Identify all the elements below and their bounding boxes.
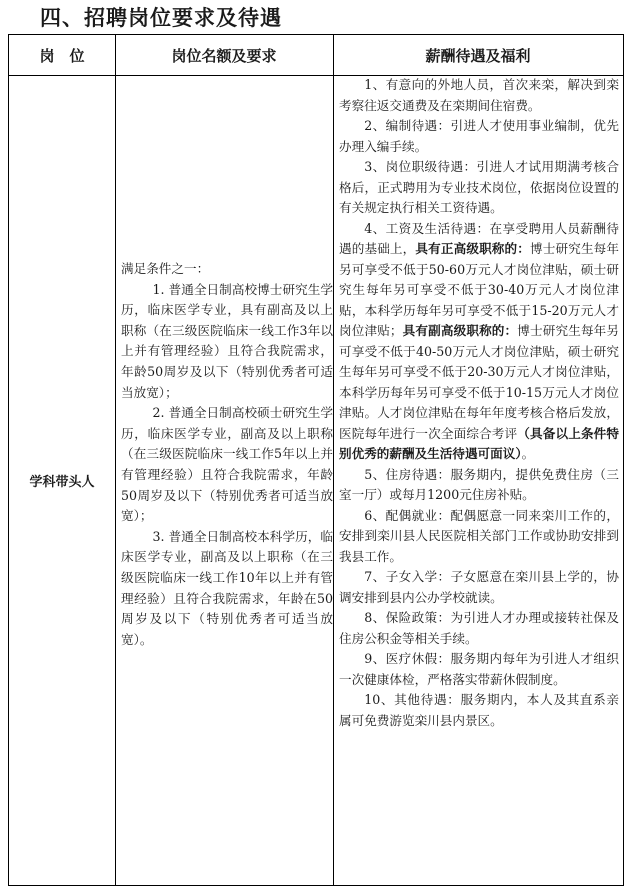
benefit-item: 2、编制待遇：引进人才使用事业编制，优先办理入编手续。 bbox=[339, 118, 619, 154]
header-benefits: 薪酬待遇及福利 bbox=[425, 46, 531, 65]
header-requirements: 岗位名额及要求 bbox=[171, 46, 277, 65]
benefit-item: 5、住房待遇：服务期内，提供免费住房（三室一厅）或每月1200元住房补贴。 bbox=[339, 466, 619, 502]
column-divider bbox=[115, 35, 116, 885]
header-position: 岗 位 bbox=[39, 46, 85, 65]
requirement-item: 3. 普通全日制高校本科学历，临床医学专业，副高及以上职称（在三级医院临床一线工作10年以上并有管理经验）且符合我院需求，年龄在50周岁及以下（特别优秀者可适当放宽）。 bbox=[121, 528, 333, 647]
column-divider bbox=[333, 35, 334, 885]
requirements-cell bbox=[121, 259, 333, 650]
position-name: 学科带头人 bbox=[29, 475, 95, 490]
salary-bold-note: （具备以上条件特别优秀的薪酬及生活待遇可面议） bbox=[339, 425, 620, 461]
benefit-item: 7、子女入学：子女愿意在栾川县上学的，协调安排到县内公办学校就读。 bbox=[339, 569, 619, 605]
benefit-item-salary bbox=[339, 219, 619, 465]
benefits-cell bbox=[339, 75, 619, 731]
benefit-item: 10、其他待遇：服务期内，本人及其直系亲属可免费游览栾川县内景区。 bbox=[339, 692, 619, 728]
requirement-item: 1. 普通全日制高校博士研究生学历，临床医学专业，具有副高及以上职称（在三级医院临床一线工作3年以上并有管理经验）且符合我院需求，年龄50周岁及以下（特别优秀者可适当放宽）； bbox=[121, 281, 333, 400]
salary-text: 博士研究生每年另可享受不低于40-50万元人才岗位津贴，硕士研究生每年另可享受不低于20-30万元人才岗位津贴，本科学历每年另可享受不低于10-15万元人才岗位津贴。人才岗位津贴在每年年度考核合格后发放，医院每年进行一次全面综合考评 bbox=[339, 323, 620, 441]
salary-bold-label: 具有副高级职称的： bbox=[402, 323, 518, 338]
requirements-intro: 满足条件之一： bbox=[121, 261, 210, 276]
recruitment-table bbox=[8, 34, 624, 886]
benefit-item: 1、有意向的外地人员，首次来栾，解决到栾考察往返交通费及在栾期间住宿费。 bbox=[339, 77, 619, 113]
benefit-item: 8、保险政策：为引进人才办理或接转社保及住房公积金等相关手续。 bbox=[339, 610, 619, 646]
requirement-item: 2. 普通全日制高校硕士研究生学历，临床医学专业，副高及以上职称（在三级医院临床一线工作5年以上并有管理经验）且符合我院需求，年龄50周岁及以下（特别优秀者可适当放宽）； bbox=[121, 405, 333, 524]
salary-text: 。 bbox=[521, 446, 535, 461]
salary-text: 4、工资及生活待遇：在享受聘用人员薪酬待遇的基础上， bbox=[339, 220, 619, 256]
benefit-item: 9、医疗休假：服务期内每年为引进人才组织一次健康体检，严格落实带薪休假制度。 bbox=[339, 651, 619, 687]
benefit-item: 3、岗位职级待遇：引进人才试用期满考核合格后，正式聘用为专业技术岗位，依据岗位设置的有关规定执行相关工资待遇。 bbox=[339, 159, 619, 215]
salary-bold-label: 具有正高级职称的： bbox=[415, 241, 531, 256]
benefit-item: 6、配偶就业：配偶愿意一同来栾川工作的，安排到栾川县人民医院相关部门工作或协助安排到我县工作。 bbox=[339, 507, 619, 564]
salary-text: 博士研究生每年另可享受不低于50-60万元人才岗位津贴，硕士研究生每年另可享受不低于30-40万元人才岗位津贴，本科学历每年另可享受不低于15-20万元人才岗位津贴； bbox=[339, 241, 620, 338]
section-heading: 四、招聘岗位要求及待遇 bbox=[40, 6, 282, 30]
